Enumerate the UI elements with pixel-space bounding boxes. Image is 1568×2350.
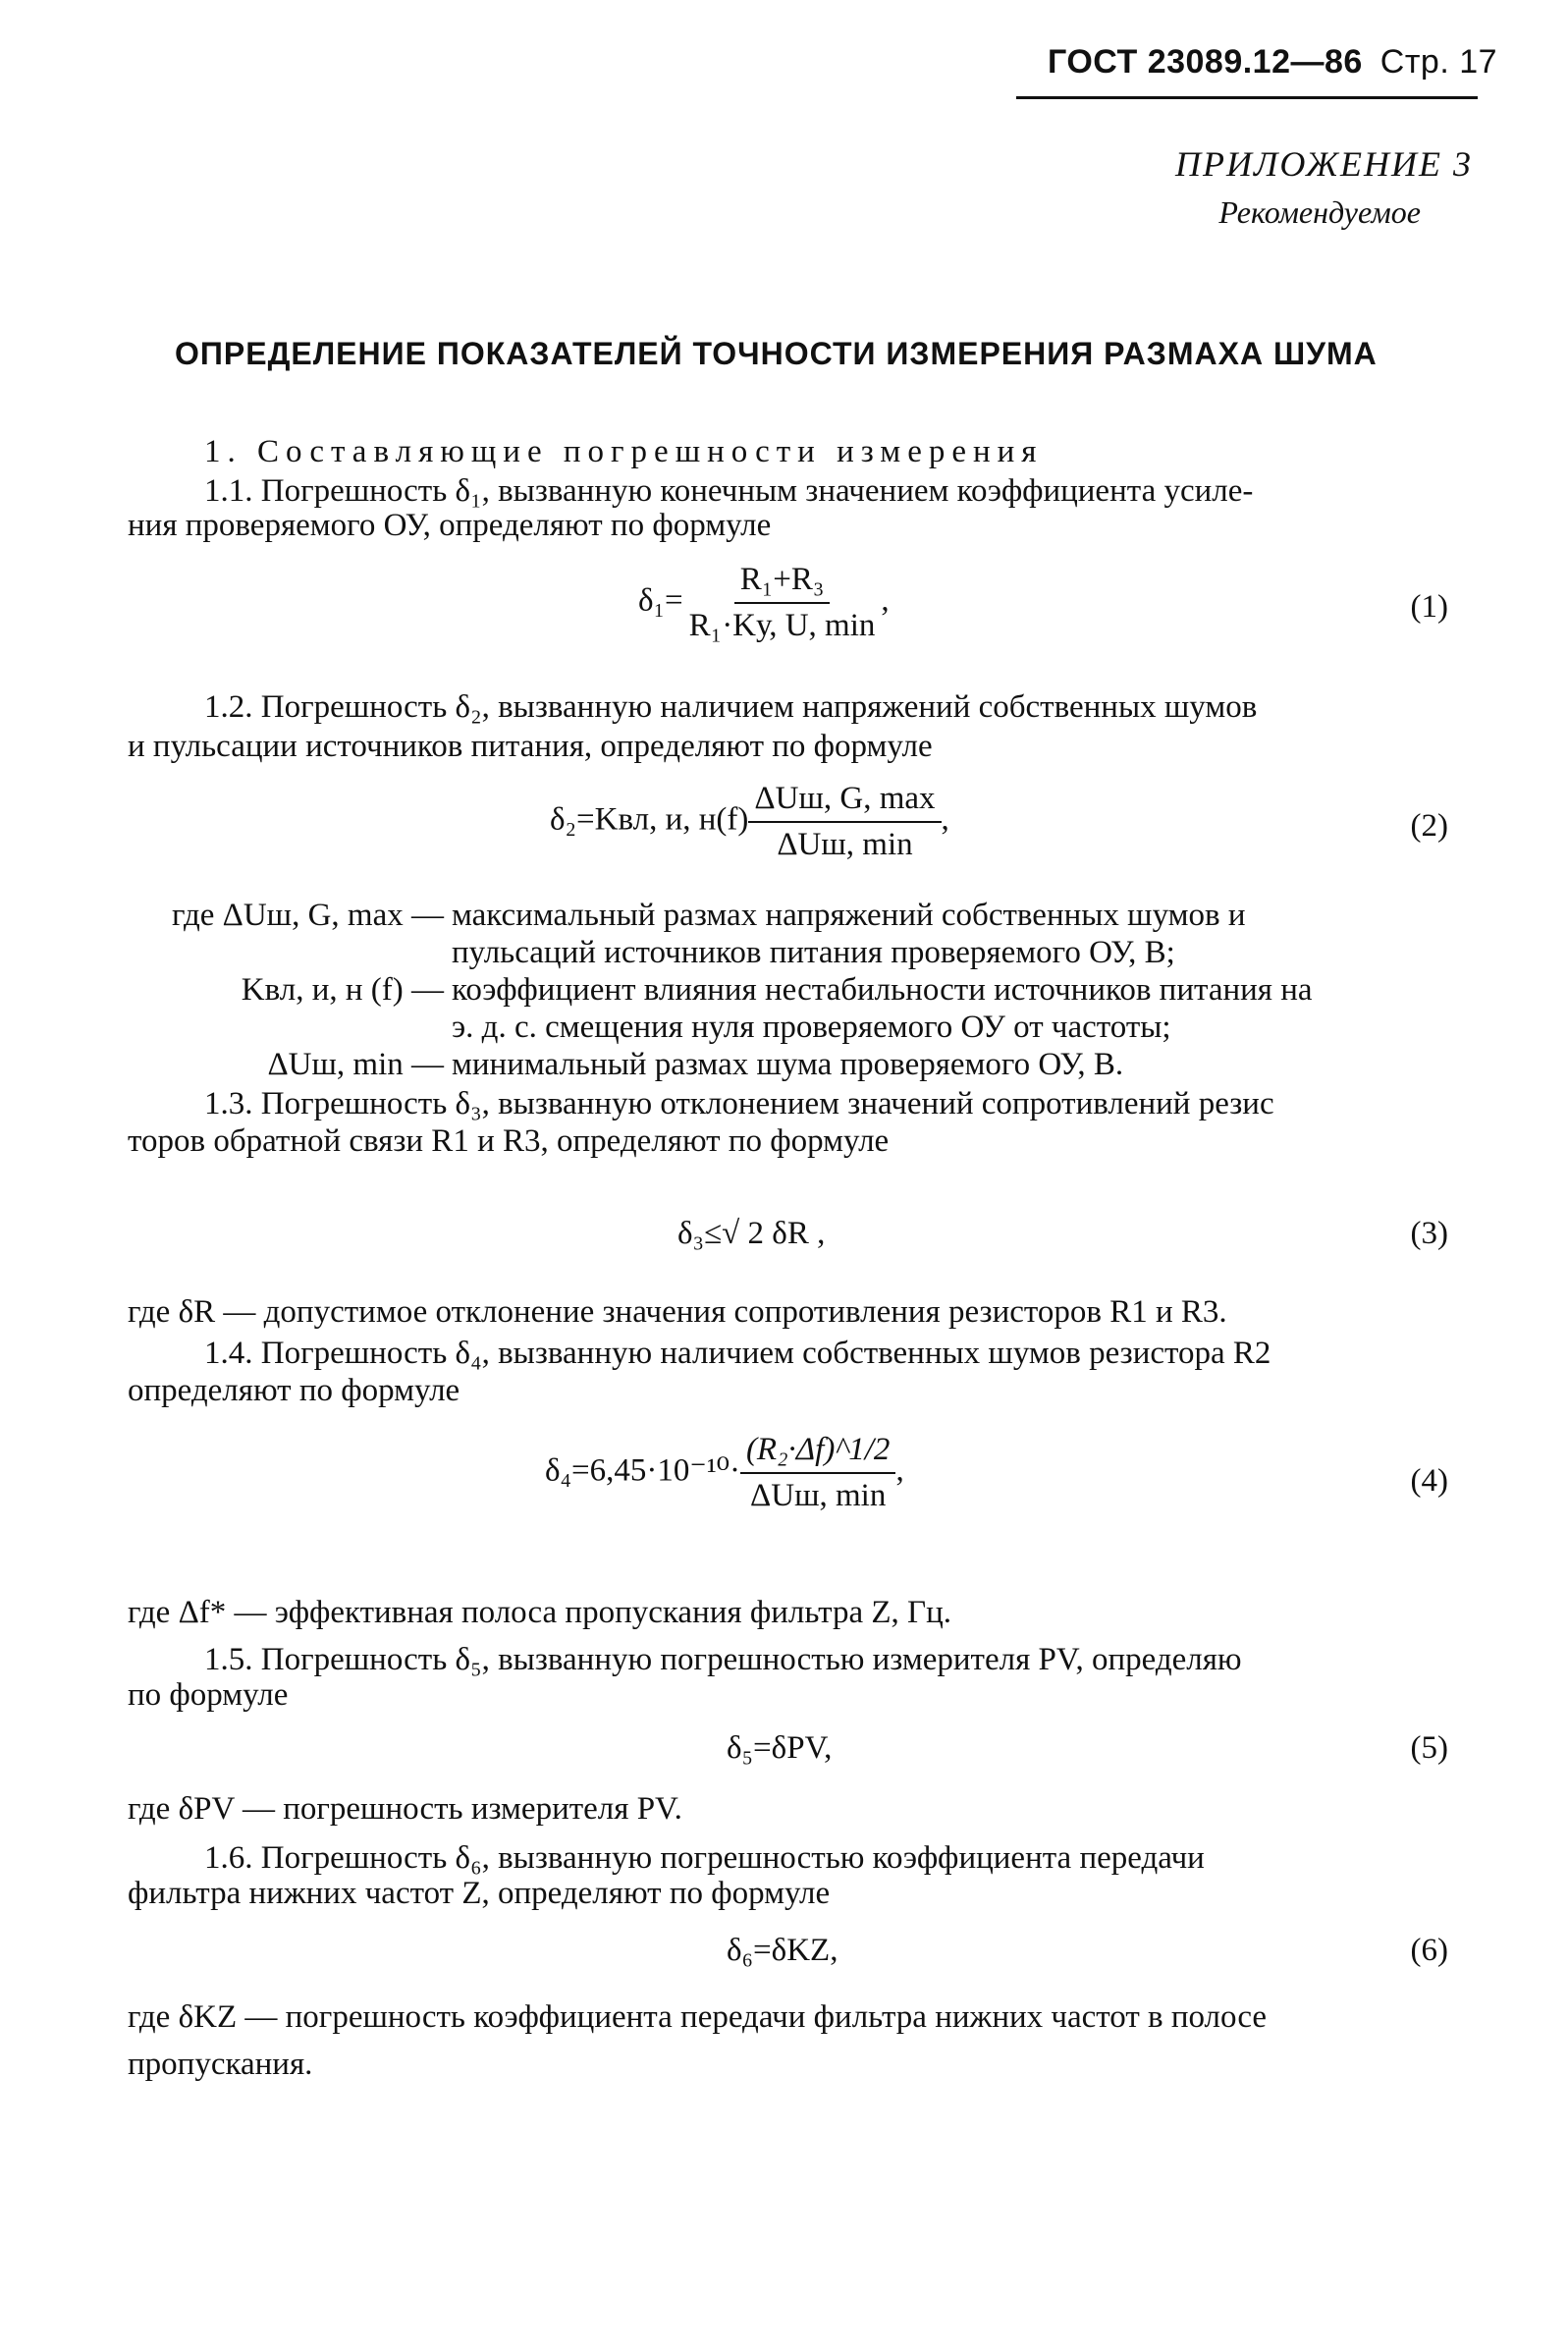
doc-code: ГОСТ 23089.12—86 [1048,43,1363,81]
eq4-comma: , [895,1452,904,1489]
appendix-subtitle: Рекомендуемое [1218,194,1421,230]
equation-3-number: (3) [1410,1216,1448,1251]
section-heading: ОПРЕДЕЛЕНИЕ ПОКАЗАТЕЛЕЙ ТОЧНОСТИ ИЗМЕРЕНИЯ РАЗМАХА ШУМА [175,336,1378,371]
equation-6-number: (6) [1410,1933,1448,1968]
def-text: э. д. с. смещения нуля проверяемого ОУ от частоты; [452,1010,1171,1045]
paragraph-1-1-line2: ния проверяемого ОУ, определяют по формуле [128,508,772,543]
header-doc-number [1048,43,1497,82]
definition-eq5: где δPV — погрешность измерителя PV. [128,1791,682,1827]
equation-2 [550,781,949,863]
def-term: ΔUш, min — [267,1047,444,1082]
paragraph-1-6-line2: фильтра нижних частот Z, определяют по формуле [128,1876,831,1911]
definition-eq6-line1: где δKZ — погрешность коэффициента передачи фильтра нижних частот в полосе [128,1999,1268,2035]
eq4-denominator: ΔUш, min [750,1478,887,1513]
paragraph-1-3-line2: торов обратной связи R1 и R3, определяют по формуле [128,1123,890,1159]
paragraph-1-2-line1: 1.2. Погрешность δ₂, вызванную наличием напряжений собственных шумов [204,689,1258,725]
definition-eq3: где δR — допустимое отклонение значения сопротивления резисторов R1 и R3. [128,1294,1227,1330]
paragraph-1-6-line1: 1.6. Погрешность δ₆, вызванную погрешностью коэффициента передачи [204,1840,1205,1876]
equation-5: δ₅=δPV, [727,1730,833,1766]
paragraph-1-5-line1: 1.5. Погрешность δ₅, вызванную погрешностью измерителя PV, определяю [204,1642,1242,1677]
eq1-comma: , [881,582,890,619]
def-term: Kвл, и, н (f) — [241,972,444,1008]
equation-4 [545,1432,904,1514]
equation-3: δ₃≤√ 2 δR , [677,1216,826,1251]
def-term: где ΔUш, G, max — [172,898,444,933]
eq4-numerator: (R₂·Δf)^1/2 [740,1432,896,1474]
paragraph-1-4-line1: 1.4. Погрешность δ₄, вызванную наличием собственных шумов резистора R2 [204,1336,1271,1371]
eq2-comma: , [941,801,949,838]
paragraph-1-2-line2: и пульсации источников питания, определяют по формуле [128,729,933,764]
equation-2-number: (2) [1410,808,1448,844]
paragraph-1-3-line1: 1.3. Погрешность δ₃, вызванную отклонением значений сопротивлений резис [204,1086,1274,1121]
definition-eq4: где Δf* — эффективная полоса пропускания фильтра Z, Гц. [128,1595,952,1630]
def-text: минимальный размах шума проверяемого ОУ, В. [452,1047,1124,1082]
paragraph-1-1-line1: 1.1. Погрешность δ₁, вызванную конечным значением коэффициента усиле- [204,473,1254,509]
def-text: коэффициент влияния нестабильности источников питания на [452,972,1313,1008]
equation-1-number: (1) [1410,589,1448,625]
eq1-denominator: R₁·Kу, U, min [688,608,876,643]
appendix-title: ПРИЛОЖЕНИЕ 3 [1175,144,1473,184]
def-text: пульсаций источников питания проверяемого ОУ, В; [452,935,1175,970]
paragraph-1-4-line2: определяют по формуле [128,1373,460,1408]
equation-1 [638,562,890,644]
eq1-numerator: R₁+R₃ [734,562,831,604]
section-1-title: 1. Составляющие погрешности измерения [204,434,1044,469]
equation-5-number: (5) [1410,1730,1448,1766]
def-text: максимальный размах напряжений собственных шумов и [452,898,1246,933]
header-rule [1016,96,1478,99]
eq2-numerator: ΔUш, G, max [748,781,941,823]
equation-6: δ₆=δKZ, [727,1933,838,1968]
eq2-lhs: δ₂=Kвл, и, н(f) [550,801,749,838]
equation-4-number: (4) [1410,1463,1448,1499]
paragraph-1-5-line2: по формуле [128,1677,289,1713]
eq1-lhs: δ₁= [638,582,683,619]
eq2-denominator: ΔUш, min [777,827,913,862]
eq4-lhs: δ₄=6,45·10⁻¹⁰· [545,1452,740,1489]
definition-eq6-line2: пропускания. [128,2047,313,2082]
page-number: Стр. 17 [1379,43,1498,81]
